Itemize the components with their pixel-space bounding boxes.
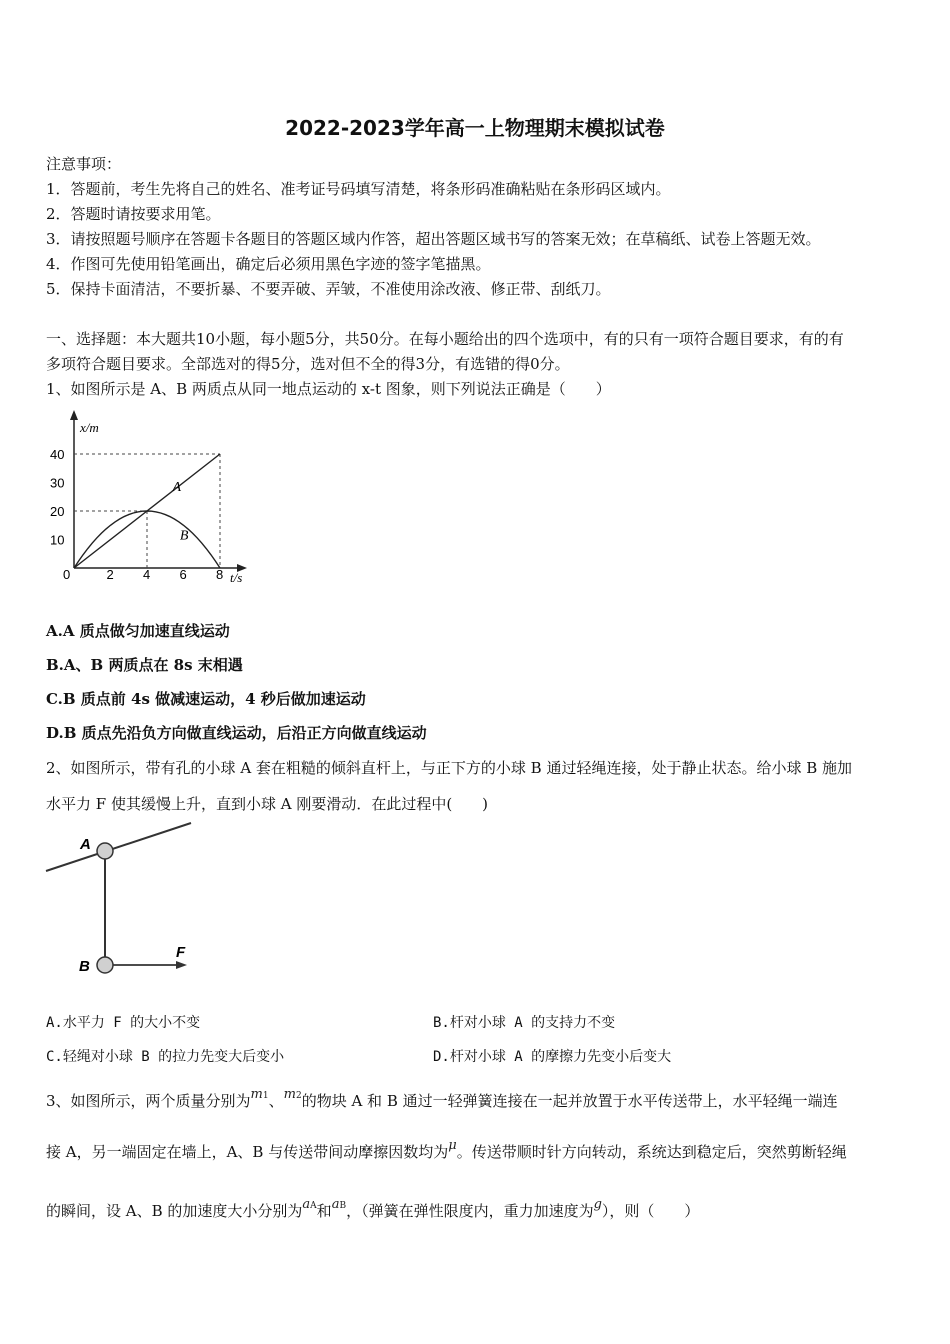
- notice-item: 4．作图可先使用铅笔画出，确定后必须用黑色字迹的签字笔描黑。: [46, 255, 491, 273]
- m2-letter: m: [283, 1087, 296, 1102]
- q3-text: ，（弹簧在弹性限度内，重力加速度为: [346, 1202, 594, 1220]
- q2-option-d: D.杆对小球 A 的摩擦力先变小后变大: [433, 1049, 672, 1065]
- ball-a: [97, 843, 113, 859]
- x-tick-label: 8: [216, 567, 224, 582]
- q3-text: 。传送带顺时针方向转动，系统达到稳定后，突然剪断轻绳: [456, 1143, 847, 1161]
- g-symbol: g: [593, 1197, 602, 1212]
- ab-symbol: [332, 1197, 346, 1212]
- y-axis-arrow-icon: [70, 410, 78, 420]
- page-title: 2022-2023学年高一上物理期末模拟试卷: [285, 116, 665, 140]
- label-b: B: [79, 958, 90, 975]
- force-arrowhead-icon: [176, 961, 187, 969]
- m2-subscript: 2: [295, 1091, 302, 1101]
- section-heading-line1: 一、选择题：本大题共10小题，每小题5分，共50分。在每小题给出的四个选项中，有的只有一项符合题目要求，有的有: [46, 330, 844, 348]
- question-3-stem-line2: [46, 1138, 847, 1162]
- question-3-stem-line3: [46, 1197, 700, 1221]
- label-f: F: [176, 944, 186, 961]
- m2-symbol: [284, 1087, 302, 1102]
- q3-text: 的瞬间，设 A、B 的加速度大小分别为: [46, 1202, 303, 1220]
- x-tick-label: 0: [63, 567, 71, 582]
- q2-option-a: A.水平力 F 的大小不变: [46, 1015, 201, 1031]
- notice-item: 3．请按照题号顺序在答题卡各题目的答题区域内作答，超出答题区域书写的答案无效；在草稿纸、试卷上答题无效。: [46, 230, 821, 248]
- notice-item: 2．答题时请按要求用笔。: [46, 205, 221, 223]
- y-tick-label: 10: [50, 532, 65, 548]
- q3-text: 的物块 A 和 B 通过一轻弹簧连接在一起并放置于水平传送带上，水平轻绳一端连: [301, 1092, 838, 1110]
- section-heading-line2: 多项符合题目要求。全部选对的得5分，选对但不全的得3分，有选错的得0分。: [46, 355, 570, 373]
- q2-option-c: C.轻绳对小球 B 的拉力先变大后变小: [46, 1049, 285, 1065]
- question-2-stem-line2: 水平力 F 使其缓慢上升，直到小球 A 刚要滑动．在此过程中( ): [46, 795, 489, 813]
- ball-b: [97, 957, 113, 973]
- ab-letter: a: [331, 1197, 340, 1212]
- q1-option-b: B.A、B 两质点在 8s 末相遇: [46, 656, 243, 674]
- aa-letter: a: [302, 1197, 311, 1212]
- question-2-stem-line1: 2、如图所示，带有孔的小球 A 套在粗糙的倾斜直杆上，与正下方的小球 B 通过轻绳连接，处于静止状态。给小球 B 施加: [46, 759, 853, 777]
- y-tick-label: 40: [50, 447, 65, 462]
- label-a: A: [80, 836, 91, 853]
- q3-text: 接 A，另一端固定在墙上，A、B 与传送带间动摩擦因数均为: [46, 1143, 449, 1161]
- y-tick-label: 30: [50, 475, 65, 491]
- x-tick-label: 6: [179, 567, 187, 582]
- mu-symbol: μ: [448, 1138, 457, 1153]
- q3-text: 和: [316, 1202, 332, 1220]
- q3-text: ），则（ ）: [601, 1202, 700, 1220]
- notice-item: 1．答题前，考生先将自己的姓名、准考证号码填写清楚，将条形码准确粘贴在条形码区域内。: [46, 180, 671, 198]
- x-axis-label: t/s: [230, 570, 243, 585]
- q2-rod-ball-diagram: [44, 818, 204, 983]
- q3-text: 3、如图所示，两个质量分别为: [46, 1092, 251, 1110]
- notice-item: 5．保持卡面清洁，不要折暴、不要弄破、弄皱，不准使用涂改液、修正带、刮纸刀。: [46, 280, 611, 298]
- aa-subscript: A: [310, 1201, 317, 1211]
- series-b-label: B: [179, 528, 189, 544]
- m1-symbol: [251, 1087, 269, 1102]
- question-1-stem: 1、如图所示是 A、B 两质点从同一地点运动的 x-t 图象，则下列说法正确是（ ）: [46, 380, 611, 398]
- aa-symbol: [302, 1197, 316, 1212]
- x-tick-label: 4: [143, 567, 151, 582]
- x-tick-label: 2: [106, 567, 114, 582]
- q1-xt-chart: [44, 410, 259, 590]
- m1-letter: m: [250, 1087, 263, 1102]
- ab-subscript: B: [339, 1201, 347, 1211]
- inclined-rod: [46, 823, 191, 871]
- series-a-label: A: [172, 480, 182, 496]
- q1-option-d: D.B 质点先沿负方向做直线运动，后沿正方向做直线运动: [46, 724, 427, 742]
- q3-text: 、: [268, 1092, 284, 1110]
- q1-option-a: A.A 质点做匀加速直线运动: [46, 622, 230, 640]
- notice-heading: 注意事项：: [46, 155, 122, 173]
- y-tick-label: 20: [50, 504, 65, 519]
- q2-option-b: B.杆对小球 A 的支持力不变: [433, 1015, 616, 1031]
- y-axis-label: x/m: [80, 420, 99, 435]
- m1-subscript: 1: [262, 1091, 269, 1101]
- question-3-stem-line1: [46, 1087, 838, 1111]
- q1-option-c: C.B 质点前 4s 做减速运动，4 秒后做加速运动: [46, 690, 366, 708]
